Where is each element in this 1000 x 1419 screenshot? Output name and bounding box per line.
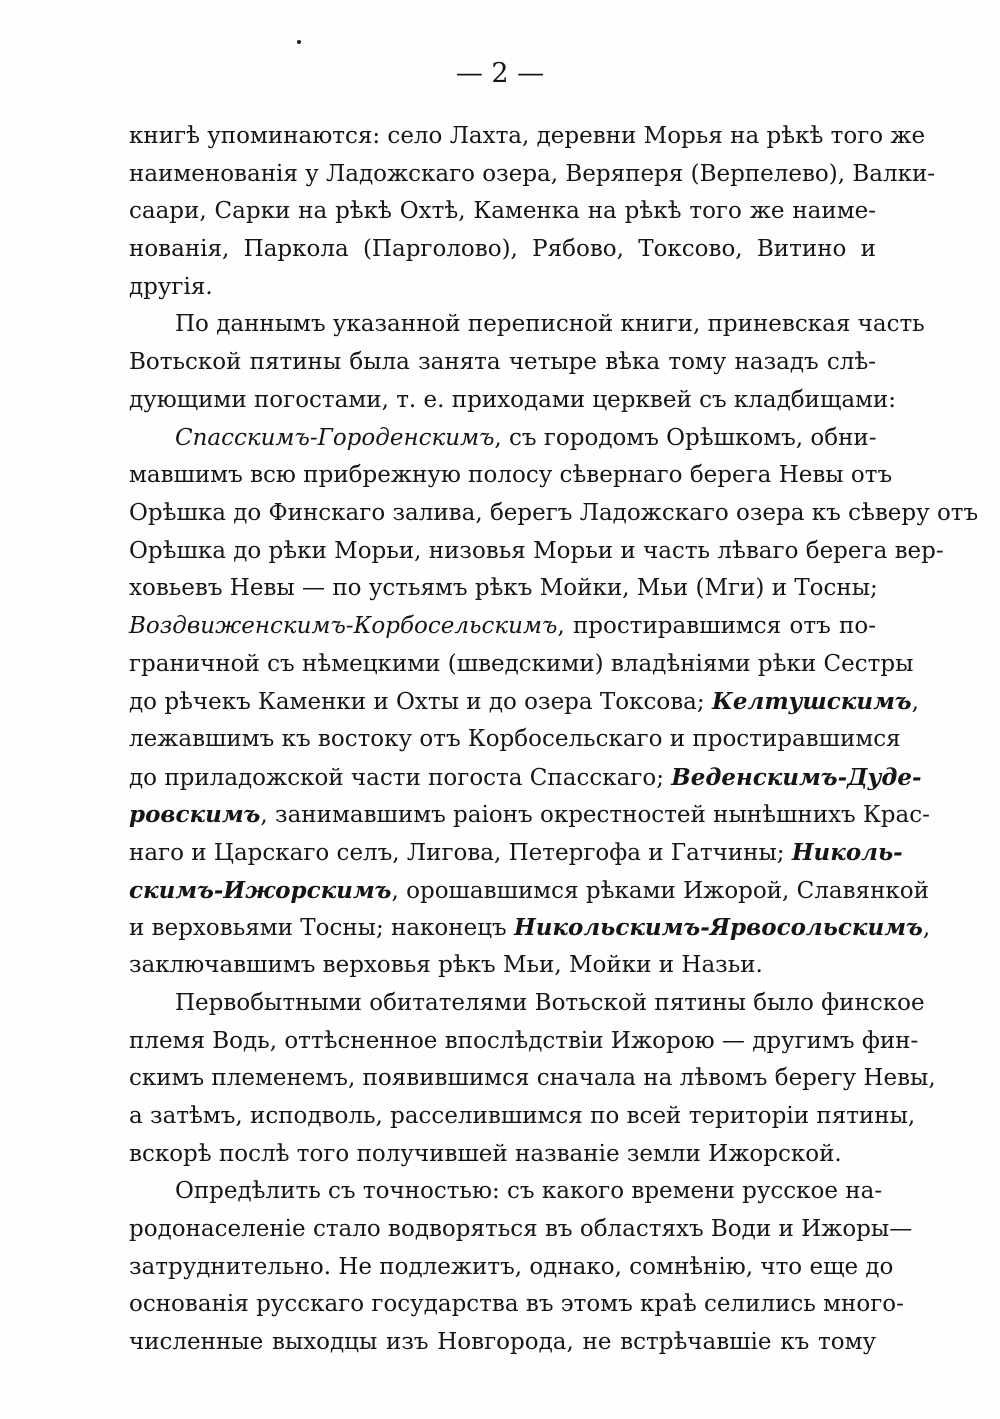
text-line: скимъ-Ижорскимъ, орошавшимся рѣками Ижорой, Славянкой [129,876,929,904]
text-line: Первобытными обитателями Вотьской пятины было финское [175,989,925,1016]
text-line: а затѣмъ, исподволь, расселившимся по всей територіи пятины, [129,1102,916,1129]
text-line: основанія русскаго государства въ этомъ краѣ селились много- [129,1291,904,1318]
text-line: нованія, Паркола (Парголово), Рябово, Токсово, Витино и [129,236,876,263]
text-line: граничной съ нѣмецкими (шведскими) владѣніями рѣки Сестры [129,650,914,677]
text-line: мавшимъ всю прибрежную полосу сѣвернаго берега Невы отъ [129,462,893,489]
pogost-name: ровскимъ [129,801,261,829]
text-line: Вотьской пятины была занята четыре вѣка тому назадъ слѣ- [129,349,876,376]
pogost-name: Келтушскимъ [711,688,912,716]
text-line: до приладожской части погоста Спасскаго; Веденскимъ-Дуде- [129,763,922,791]
pogost-name: Николь- [791,839,903,867]
pogost-name: Воздвиженскимъ-Корбосельскимъ [129,612,558,639]
page-number: — 2 — [455,58,545,89]
pogost-name: Спасскимъ-Городенскимъ [175,424,495,451]
text-line: наименованія у Ладожскаго озера, Веряперя (Верпелево), Валки- [129,160,936,187]
pogost-name: Веденскимъ-Дуде- [671,763,922,791]
text-line: лежавшимъ къ востоку отъ Корбосельскаго и простиравшимся [129,726,901,752]
text-line: скимъ племенемъ, появившимся сначала на лѣвомъ берегу Невы, [129,1065,936,1092]
text-line: численные выходцы изъ Новгорода, не встрѣчавшіе къ тому [129,1329,876,1355]
text-line: Спасскимъ-Городенскимъ, съ городомъ Орѣшкомъ, обни- [175,424,877,451]
text-line: книгѣ упоминаются: село Лахта, деревни Морья на рѣкѣ того же [129,123,926,149]
text-line: Орѣшка до Финскаго залива, берегъ Ладожскаго озера къ сѣверу отъ [129,499,979,526]
text-line: племя Водь, оттѣсненное впослѣдствіи Ижорою — другимъ фин- [129,1027,919,1054]
text-line: По даннымъ указанной переписной книги, приневская часть [175,311,925,338]
text-line: Воздвиженскимъ-Корбосельскимъ, простиравшимся отъ по- [129,612,876,639]
text-line: Орѣшка до рѣки Морьи, низовья Морьи и часть лѣваго берега вер- [129,537,944,564]
text-line: вскорѣ послѣ того получившей названіе земли Ижорской. [129,1140,842,1167]
text-line: наго и Царскаго селъ, Лигова, Петергофа и Гатчины; Николь- [129,839,903,867]
text-line: дующими погостами, т. е. приходами церквей съ кладбищами: [129,386,897,413]
text-line: ховьевъ Невы — по устьямъ рѣкъ Мойки, Мьи (Мги) и Тосны; [129,575,878,602]
text-line: ровскимъ, занимавшимъ раіонъ окрестностей нынѣшнихъ Крас- [129,801,930,829]
text-line: саари, Сарки на рѣкѣ Охтѣ, Каменка на рѣкѣ того же наиме- [129,198,876,225]
pogost-name: Никольскимъ-Ярвосольскимъ [513,914,923,942]
body-text [129,118,979,1362]
pogost-name: скимъ-Ижорскимъ [129,876,392,904]
text-line: и верховьями Тосны; наконецъ Никольскимъ-Ярвосольскимъ, [129,914,931,942]
ink-speck [297,40,301,44]
text-line: до рѣчекъ Каменки и Охты и до озера Токсова; Келтушскимъ, [129,688,919,716]
text-line: другія. [129,273,213,300]
text-line: родонаселеніе стало водворяться въ областяхъ Води и Ижоры— [129,1215,913,1242]
text-line: Опредѣлить съ точностью: съ какого времени русское на- [175,1178,883,1205]
text-line: затруднительно. Не подлежитъ, однако, сомнѣнію, что еще до [129,1253,894,1280]
text-line: заключавшимъ верховья рѣкъ Мьи, Мойки и Назьи. [129,952,763,979]
